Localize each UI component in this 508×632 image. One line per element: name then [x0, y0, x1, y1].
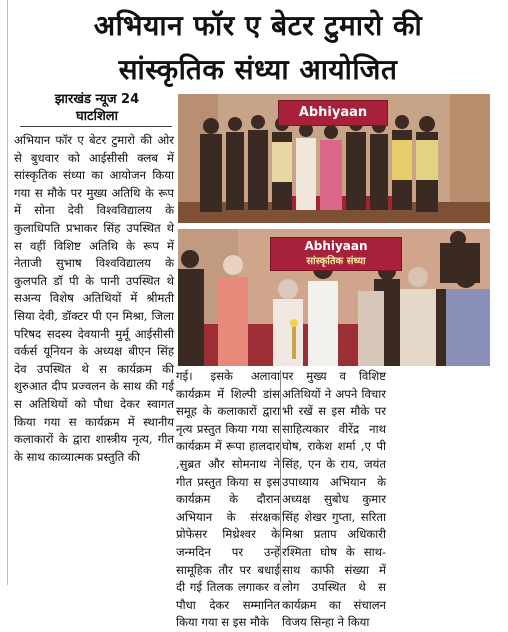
photo-banner-bottom — [270, 237, 402, 271]
photo-lamp-lighting — [178, 229, 490, 366]
photo-group-stage — [178, 94, 490, 223]
headline-line-1: अभियान फॉर ए बेटर टुमारो की — [93, 9, 423, 42]
byline-source: झारखंड न्यूज 24 — [54, 92, 140, 107]
byline-divider — [20, 126, 172, 127]
photo-banner-top: Abhiyaan — [278, 100, 388, 126]
article-column-middle-left: गई। इसके अलावा कार्यक्रम में शिल्पी डांस समूह के कलाकारों द्वारा नृत्य प्रस्तुत किया गया स कार्यक्रम में रूपा हालदार ,सुब्रत और सोमनाथ ने गीत प्रस्तुत किया स इस कार्यक्रम के दौरान अभियान के संरक्षक प्रोफेसर मिथ्रेश्वर के जन्मदिन पर उन्हें सामूहिक तौर पर बधाई दी गई तिलक लगाकर व पौधा देकर सम्मानित किया गया स इस मौके — [176, 369, 280, 630]
photo-banner-bottom-title: Abhiyaan — [304, 239, 368, 253]
column-divider — [280, 370, 281, 582]
headline-line-2: सांस्कृतिक संध्या आयोजित — [118, 53, 398, 86]
article-column-middle-right: पर मुख्य व विशिष्ट अतिथियों ने अपने विचार भी रखें स इस मौके पर साहित्यकार वीरेंद्र नाथ घोष, राकेश शर्मा ,ए पी सिंह, एन के राय, जयंत उपाध्याय अभियान के अध्यक्ष सुबोध कुमार सिंह शेखर गुप्ता, सरिता मिश्रा प्रताप अधिकारी रश्मिता घोष के साथ-साथ काफी संख्या में लोग उपस्थित थे स कार्यक्रम का संचालन विजय सिन्हा ने किया — [282, 369, 386, 630]
adjacent-page-edge — [0, 0, 8, 585]
byline-place: घाटशिला — [76, 109, 118, 124]
photo-banner-bottom-subtitle: सांस्कृतिक संध्या — [306, 256, 366, 267]
article-column-left: अभियान फॉर ए बेटर टुमारो की ओर से बुधवार को आईसीसी क्लब में सांस्कृतिक संध्या का आयोजन किया गया स मौके पर मुख्य अतिथि के रूप में सोना देवी विश्वविद्यालय के कुलाधिपति प्रभाकर सिंह उपस्थित थे स वहीं विशिष्ट अतिथि के रूप में नेताजी सुभाष विश्वविद्यालय के कुलपति डॉ पी के पानी उपस्थित थे सअन्य विशेष अतिथियों में श्रीमती सिया देवी, डॉक्टर पी एन मिश्रा, जिला परिषद सदस्य देवयानी मुर्मू आईसीसी वर्कर्स यूनियन के अध्यक्ष बीएन सिंह देव उपस्थित थे स कार्यक्रम की शुरुआत दीप प्रज्वलन के साथ की गई स अतिथियों को पौधा देकर स्वागत किया गया स कार्यक्रम में स्थानीय कलाकारों के द्वारा शास्त्रीय नृत्य, गीत के साथ काव्यात्मक प्रस्तुति की — [14, 133, 174, 464]
